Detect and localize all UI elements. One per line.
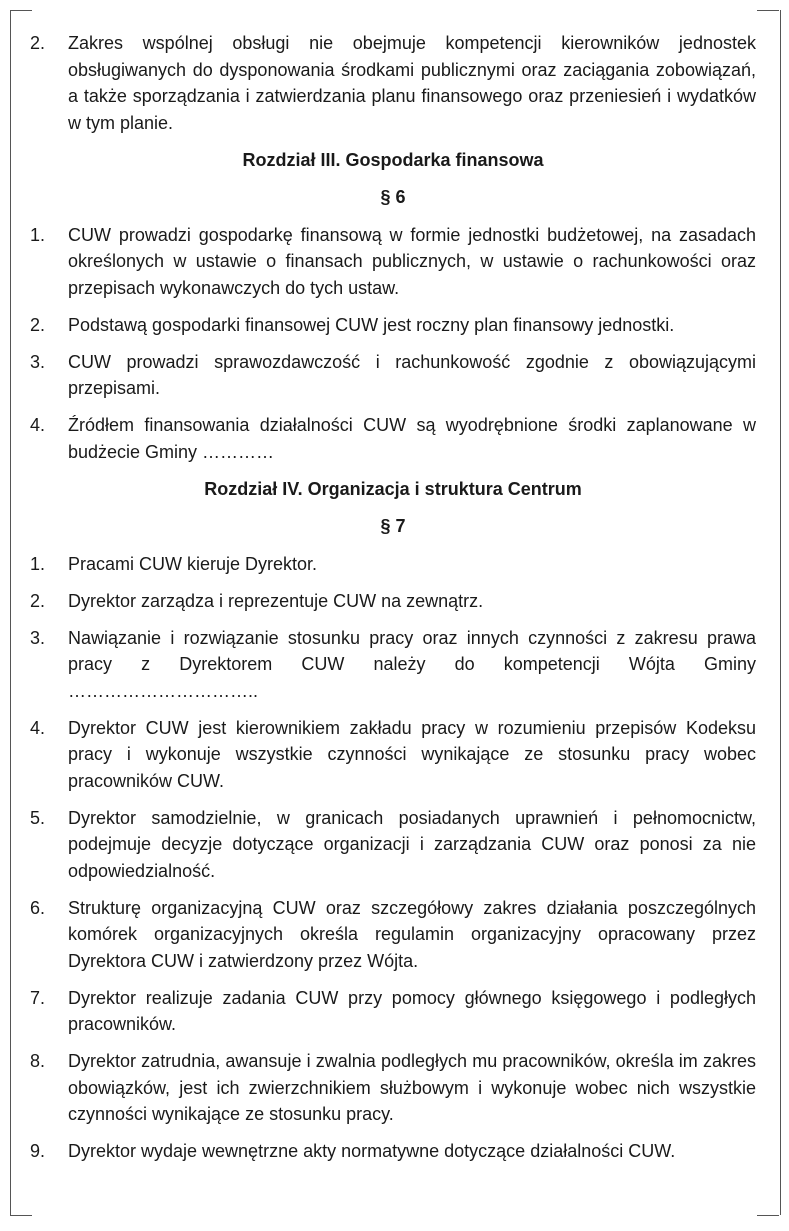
item-text: Zakres wspólnej obsługi nie obejmuje kompetencji kierowników jednostek obsługiwanych do dysponowania środkami publicznymi oraz zaciągania zobowiązań, a także sporządzania i zatwierdzania planu finansowego oraz przeniesień i wydatków w tym planie. — [68, 33, 756, 133]
item-number: 2. — [30, 33, 46, 53]
list-item — [30, 895, 756, 975]
item-number: 1. — [30, 553, 46, 574]
chapter-4-title: Rozdział IV. Organizacja i struktura Centrum — [204, 478, 582, 499]
list-item — [30, 985, 756, 1038]
item-text: Dyrektor realizuje zadania CUW przy pomocy głównego księgowego i podległych pracowników. — [68, 987, 756, 1034]
list-item — [30, 1048, 756, 1128]
item-text: Dyrektor zarządza i reprezentuje CUW na zewnątrz. — [68, 590, 484, 611]
item-number: 3. — [30, 627, 46, 648]
item-number: 4. — [30, 717, 46, 738]
item-number: 5. — [30, 807, 46, 828]
item-text: Dyrektor samodzielnie, w granicach posiadanych uprawnień i pełnomocnictw, podejmuje decyzje dotyczące organizacji i zarządzania CUW oraz ponosi za nie odpowiedzialność. — [68, 807, 756, 881]
item-number: 7. — [30, 987, 46, 1008]
item-number: 8. — [30, 1051, 46, 1071]
list-item — [30, 715, 756, 795]
item-number: 3. — [30, 351, 46, 372]
list-item — [30, 588, 756, 615]
list-item — [30, 349, 756, 402]
list-item — [30, 222, 756, 302]
item-number: 2. — [30, 590, 46, 611]
item-text: Źródłem finansowania działalności CUW są wyodrębnione środki zaplanowane w budżecie Gminy ………… — [68, 415, 756, 462]
item-text: Podstawą gospodarki finansowej CUW jest roczny plan finansowy jednostki. — [68, 314, 675, 335]
item-text: Nawiązanie i rozwiązanie stosunku pracy oraz innych czynności z zakresu prawa pracy z Dyrektorem CUW należy do kompetencji Wójta Gminy ………………………….. — [68, 627, 756, 701]
item-number: 6. — [30, 897, 46, 918]
frame-corner-top-left — [10, 10, 32, 11]
document-body — [30, 30, 756, 1175]
list-item — [30, 1138, 756, 1165]
item-text: CUW prowadzi sprawozdawczość i rachunkowość zgodnie z obowiązującymi przepisami. — [68, 351, 756, 398]
item-number: 9. — [30, 1141, 46, 1161]
frame-corner-bottom-right — [757, 1215, 779, 1216]
item-text: Dyrektor wydaje wewnętrzne akty normatywne dotyczące działalności CUW. — [68, 1141, 676, 1161]
frame-corner-bottom-left — [10, 1215, 32, 1216]
list-item — [30, 30, 756, 136]
item-text: Dyrektor CUW jest kierownikiem zakładu pracy w rozumieniu przepisów Kodeksu pracy i wykonuje wszystkie czynności wynikające ze stosunku pracy wobec pracowników CUW. — [68, 717, 756, 791]
list-item — [30, 412, 756, 465]
frame-corner-top-right — [757, 10, 779, 11]
item-number: 2. — [30, 314, 46, 335]
item-text: Pracami CUW kieruje Dyrektor. — [68, 553, 318, 574]
list-item — [30, 625, 756, 705]
item-text: Dyrektor zatrudnia, awansuje i zwalnia podległych mu pracowników, określa im zakres obowiązków, jest ich zwierzchnikiem służbowym i wykonuje wobec nich wszystkie czynności wynikające ze stosunku pracy. — [68, 1051, 756, 1124]
item-number: 4. — [30, 415, 46, 435]
chapter-3-title: Rozdział III. Gospodarka finansowa — [242, 149, 544, 170]
paragraph-7-heading: § 7 — [380, 516, 406, 536]
item-text: Strukturę organizacyjną CUW oraz szczegółowy zakres działania poszczególnych komórek organizacyjnych określa regulamin organizacyjny opracowany przez Dyrektora CUW i zatwierdzony przez Wójta. — [68, 897, 756, 971]
list-item — [30, 312, 756, 339]
list-item — [30, 805, 756, 885]
item-number: 1. — [30, 224, 46, 245]
item-text: CUW prowadzi gospodarkę finansową w formie jednostki budżetowej, na zasadach określonych w ustawie o finansach publicznych, w ustawie o rachunkowości oraz przepisach wykonawczych do tych ustaw. — [68, 224, 756, 298]
paragraph-6-heading: § 6 — [380, 187, 406, 207]
list-item — [30, 551, 756, 578]
